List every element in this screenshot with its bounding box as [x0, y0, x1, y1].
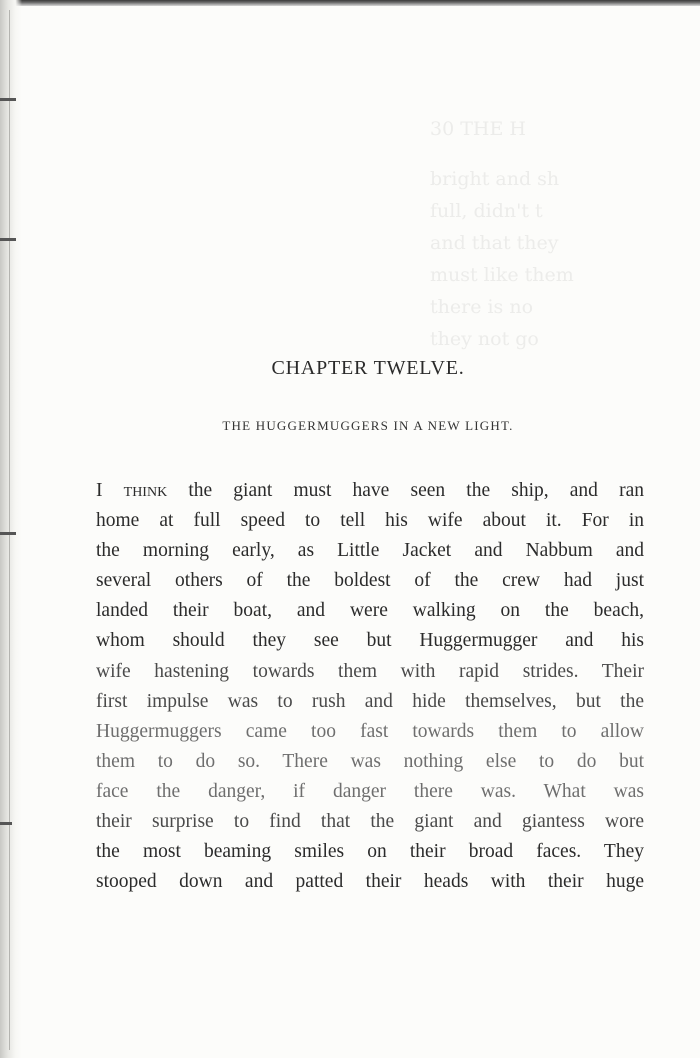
- binding-mark: [0, 238, 16, 241]
- show-through-line: full, didn't t: [430, 200, 543, 222]
- show-through-line: 30 THE H: [430, 118, 526, 140]
- show-through-line: there is no: [430, 296, 534, 318]
- scan-top-edge: [0, 0, 700, 6]
- text-line: landed their boat, and were walking on the beach,: [96, 600, 644, 622]
- chapter-subtitle: THE HUGGERMUGGERS IN A NEW LIGHT.: [222, 418, 514, 433]
- text-line: their surprise to find that the giant and giantess wore: [96, 811, 644, 833]
- text-line-first: I think the giant must have seen the ship, and ran: [96, 480, 644, 501]
- text-line: several others of the boldest of the crew had just: [96, 570, 644, 592]
- text-line: first impulse was to rush and hide themselves, but the: [96, 690, 644, 712]
- text-line: the most beaming smiles on their broad faces. They: [96, 841, 644, 863]
- chapter-title: CHAPTER TWELVE.: [271, 357, 465, 379]
- binding-mark: [0, 822, 12, 825]
- page-binding-shadow: [0, 0, 22, 1058]
- text-line: home at full speed to tell his wife about it. For in: [96, 510, 644, 532]
- binding-line: [9, 10, 10, 1050]
- text-line: face the danger, if danger there was. What was: [96, 780, 644, 802]
- text-line: them to do so. There was nothing else to do but: [96, 750, 644, 772]
- show-through-line: bright and sh: [430, 168, 560, 190]
- show-through-line: must like them: [430, 264, 574, 286]
- binding-mark: [0, 98, 16, 101]
- text-line: whom should they see but Huggermugger and his: [96, 630, 644, 652]
- text-line: the morning early, as Little Jacket and Nabbum and: [96, 540, 644, 562]
- show-through-line: and that they: [430, 232, 559, 254]
- text-line: wife hastening towards them with rapid strides. Their: [96, 660, 644, 682]
- show-through-line: they not go: [430, 328, 539, 350]
- binding-mark: [0, 532, 16, 535]
- chapter-body: [96, 476, 644, 897]
- drop-word: I think: [96, 480, 168, 501]
- text-line: stooped down and patted their heads with their huge: [96, 871, 644, 893]
- text-line: Huggermuggers came too fast towards them to allow: [96, 720, 644, 742]
